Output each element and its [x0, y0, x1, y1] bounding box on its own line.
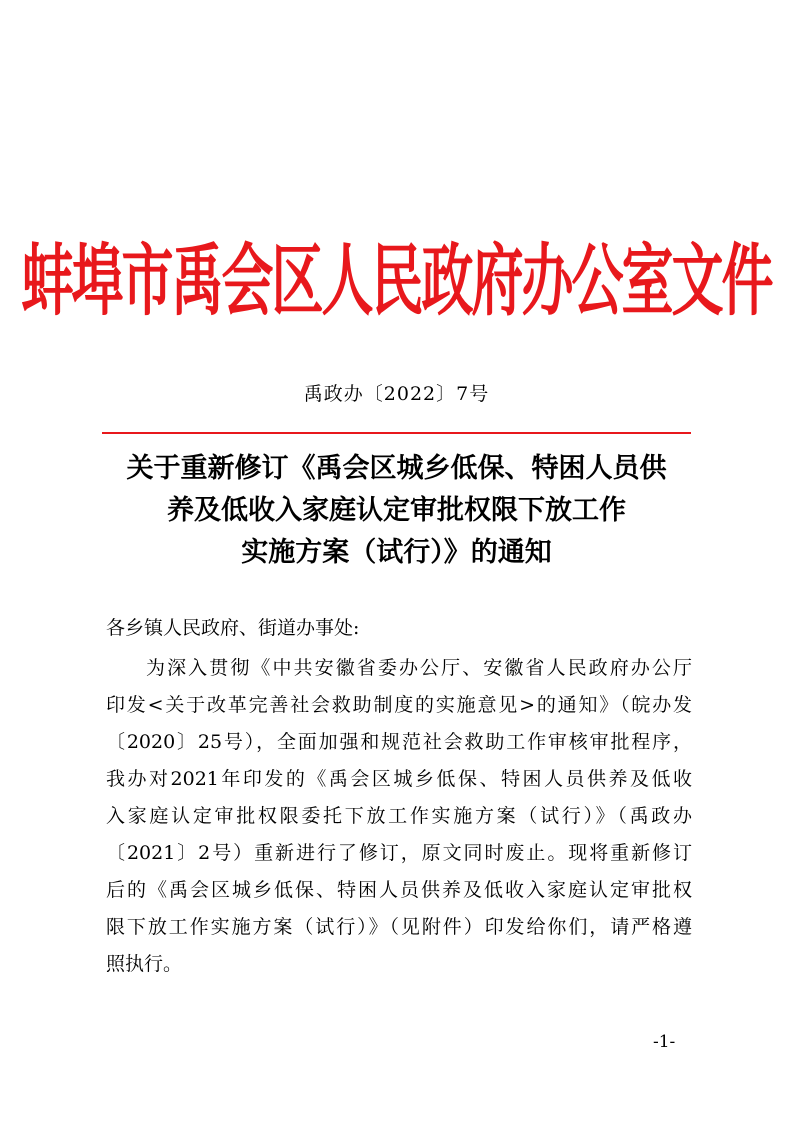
body-line: 印发<关于改革完善社会救助制度的实施意见>的通知》（皖办发 — [106, 694, 692, 716]
document-number: 禹政办〔2022〕7号 — [303, 383, 490, 405]
salutation: 各乡镇人民政府、街道办事处: — [106, 617, 360, 639]
body-line: 后的《禹会区城乡低保、特困人员供养及低收入家庭认定审批权 — [106, 879, 692, 901]
document-header-title: 蚌埠市禹会区人民政府办公室文件 — [21, 237, 772, 327]
notice-title — [0, 448, 793, 574]
notice-title-line: 养及低收入家庭认定审批权限下放工作 — [167, 495, 626, 526]
red-divider-rule — [102, 432, 691, 434]
body-line: 照执行。 — [106, 953, 183, 975]
body-line: 为深入贯彻《中共安徽省委办公厅、安徽省人民政府办公厅 — [146, 657, 692, 679]
notice-title-line: 实施方案（试行）》的通知 — [241, 537, 552, 568]
body-text — [106, 650, 692, 983]
body-line: 限下放工作实施方案（试行）》（见附件）印发给你们，请严格遵 — [106, 916, 692, 938]
page-number: -1- — [653, 1032, 676, 1052]
body-line: 〔2020〕25号），全面加强和规范社会救助工作审核审批程序， — [106, 731, 692, 753]
body-line: 〔2021〕2号）重新进行了修订，原文同时废止。现将重新修订 — [106, 842, 692, 864]
notice-title-line: 关于重新修订《禹会区城乡低保、特困人员供 — [126, 453, 667, 484]
body-line: 我办对2021年印发的《禹会区城乡低保、特困人员供养及低收 — [106, 768, 692, 790]
body-line: 入家庭认定审批权限委托下放工作实施方案（试行）》（禹政办 — [106, 805, 692, 827]
